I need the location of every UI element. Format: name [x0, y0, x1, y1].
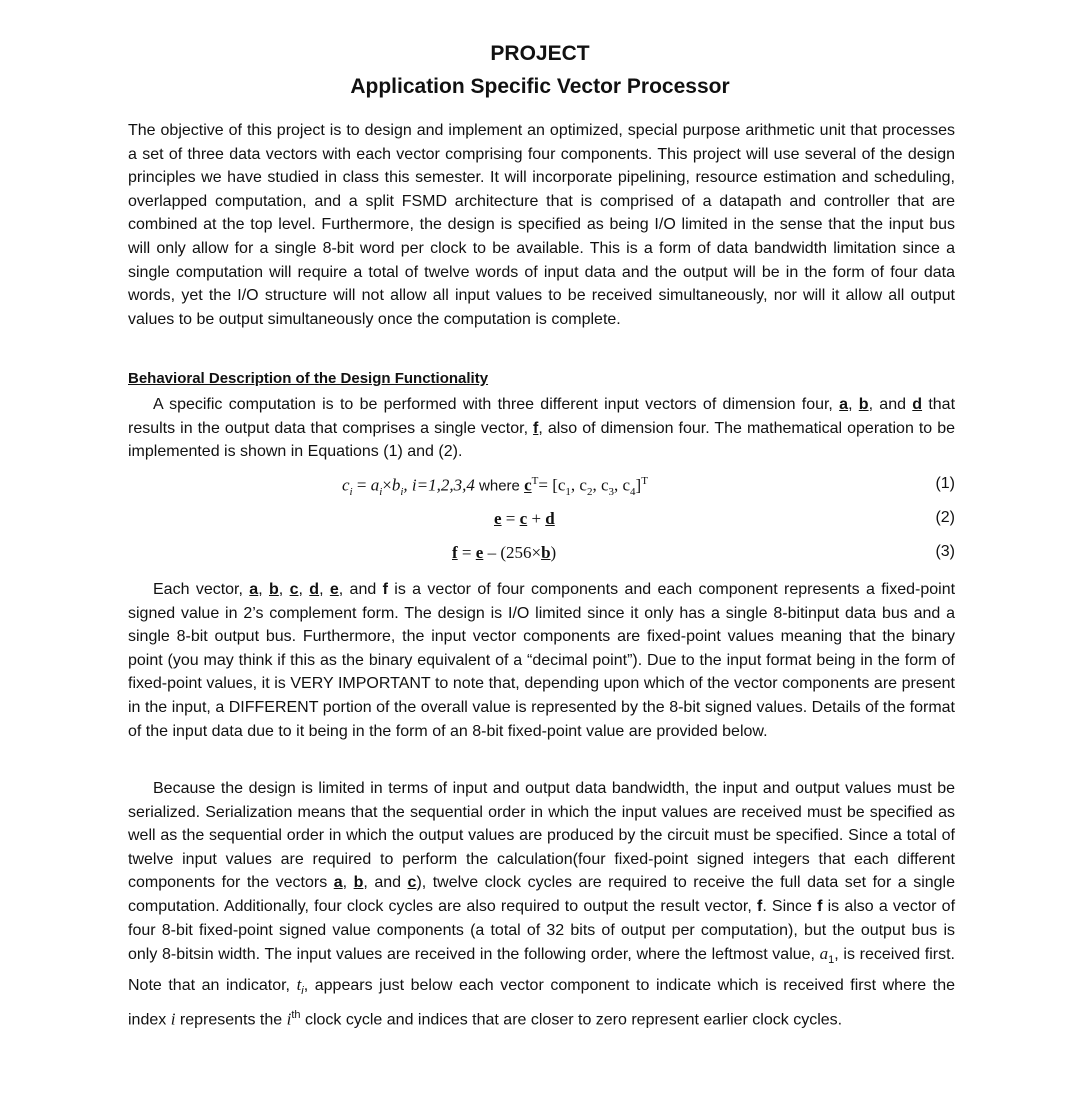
subscript: 1 — [828, 954, 835, 967]
equation-1-number: (1) — [935, 475, 955, 492]
symbol-i: i — [170, 1009, 176, 1029]
eq-symbol: = — [457, 543, 476, 562]
vector-d: d — [309, 581, 320, 598]
eq-symbol: i — [400, 486, 404, 499]
vector-b: b — [858, 396, 869, 413]
equation-2-body — [494, 509, 555, 529]
vector-f: f — [817, 897, 823, 915]
paragraph-text: represents the — [175, 1011, 287, 1029]
eq-vector-c: c — [519, 509, 528, 528]
eq-symbol: T — [641, 475, 648, 487]
equation-2-number: (2) — [935, 509, 955, 526]
eq-symbol: × — [382, 475, 392, 495]
paragraph-text: clock cycle and indices that are closer to zero represent earlier clock cycles. — [300, 1011, 843, 1029]
vector-a: a — [839, 396, 849, 413]
equation-1 — [128, 475, 955, 499]
paragraph-text: , is received first. Note that an indicator, — [128, 946, 956, 994]
eq-symbol: 2 — [586, 486, 593, 499]
eq-symbol: , c — [614, 475, 631, 495]
eq-symbol: b — [391, 475, 401, 495]
vector-b: b — [269, 581, 279, 598]
vector-c: c — [407, 874, 417, 892]
document-title: PROJECT — [490, 42, 590, 65]
vector-format-paragraph — [128, 578, 955, 743]
intro-paragraph: The objective of this project is to design and implement an optimized, special purpose arithmetic unit that processes a set of three data vectors with each vector comprising four components. This project will use several of the design principles we have studied in class this semester. It will incorporate pipelining, resource estimation and scheduling, overlapped computation, and a split FSMD architecture that is comprised of a datapath and controller that are combined at the top level. Furthermore, the design is specified as being I/O limited in the sense that the input bus will only allow for a single 8-bit word per clock to be available. This is a form of data bandwidth limitation since a single computation will require a total of twelve words of input data and the output will be in the form of four data words, yet the I/O structure will not allow all input values to be received simultaneously, nor will it allow all output values to be output simultaneously once the computation is complete. — [128, 122, 955, 328]
equation-2 — [128, 509, 955, 533]
vector-f: f — [382, 581, 388, 598]
vector-c: c — [289, 581, 299, 598]
paragraph-text: . Since — [762, 897, 818, 915]
eq-symbol: , c — [592, 475, 609, 495]
eq-vector-e: e — [475, 543, 484, 562]
subscript: i — [301, 985, 304, 998]
eq-vector-b: b — [541, 543, 551, 562]
eq-symbol: ] — [635, 475, 642, 495]
eq-symbol: = [c — [538, 475, 566, 495]
behavior-text: that results in the output data that comprises a single vector, — [128, 396, 956, 437]
eq-symbol: 4 — [630, 486, 636, 499]
eq-symbol: T — [531, 475, 539, 487]
eq-symbol: = — [501, 509, 520, 528]
paragraph-text: , — [278, 581, 290, 598]
eq-symbol: i — [379, 486, 383, 499]
symbol-t: t — [296, 974, 302, 994]
vector-a: a — [333, 874, 343, 892]
paragraph-text: , — [298, 581, 310, 598]
eq-vector-e: e — [494, 509, 502, 528]
equation-1-body — [342, 475, 648, 498]
equation-3-number: (3) — [935, 543, 955, 560]
behavior-text: A specific computation is to be performed with three different input vectors of dimension four, — [153, 396, 840, 413]
symbol-i: i — [286, 1009, 292, 1029]
eq-where: where — [474, 477, 525, 495]
eq-symbol: i — [349, 486, 353, 499]
vector-f: f — [756, 897, 763, 915]
eq-vector-f: f — [452, 543, 458, 562]
paragraph-text: , — [342, 874, 354, 892]
eq-symbol: a — [370, 475, 380, 495]
equation-3 — [128, 543, 955, 567]
section-heading: Behavioral Description of the Design Functionality — [128, 370, 489, 387]
eq-symbol: = — [352, 475, 371, 495]
vector-e: e — [329, 581, 339, 598]
paragraph-text: , and — [363, 874, 408, 892]
document-subtitle: Application Specific Vector Processor — [350, 75, 730, 98]
paragraph-text: , — [319, 581, 330, 598]
superscript: th — [291, 1008, 301, 1021]
vector-d: d — [912, 396, 923, 413]
paragraph-text: ), twelve clock cycles are required to receive the full data set for a single computation. Additionally, four clock cycles are also required to output the result vector, — [128, 874, 956, 915]
symbol-a: a — [819, 944, 829, 964]
eq-vector-c: c — [524, 475, 532, 495]
eq-symbol: , c — [570, 475, 587, 495]
paragraph-text: , appears just below each vector component to indicate which is received first where the index — [128, 976, 955, 1029]
vector-a: a — [249, 581, 259, 598]
eq-symbol: c — [342, 475, 350, 495]
paragraph-text: , and — [338, 581, 383, 598]
paragraph-text: Each vector, — [153, 581, 250, 598]
behavior-paragraph — [128, 393, 955, 464]
behavior-text: , — [848, 396, 859, 413]
eq-vector-d: d — [545, 509, 555, 528]
paragraph-text: is a vector of four components and each component represents a fixed-point signed value in 2’s complement form. The design is I/O limited since it only has a single 8-bitinput data bus and a single 8-bit output bus. Furthermore, the input vector components are fixed-point values meaning that the binary point (you may think if this as the binary equivalent of a “decimal point”). Due to the input format being in the form of fixed-point values, it is VERY IMPORTANT to note that, depending upon which of the vector components are present in the input, a DIFFERENT portion of the overall value is represented by the 8-bit signed values. Details of the format of the input data due to it being in the form of an 8-bit fixed-point value are provided below. — [128, 581, 956, 740]
eq-symbol: , i=1,2,3,4 — [403, 475, 475, 495]
eq-symbol: + — [527, 509, 546, 528]
paragraph-text: is also a vector of four 8-bit fixed-point signed value components (a total of 32 bits of output per computation), but the output bus is only 8-bitsin width. The input values are received in the following order, where the leftmost value, — [128, 897, 956, 964]
behavior-text: , and — [868, 396, 913, 413]
serialization-paragraph — [128, 777, 955, 1032]
behavior-text: , also of dimension four. The mathematical operation to be implemented is shown in Equations (1) and (2). — [128, 419, 956, 461]
eq-symbol: 1 — [565, 486, 571, 499]
eq-symbol: ) — [550, 543, 557, 562]
vector-f: f — [533, 419, 539, 437]
eq-symbol: 3 — [608, 486, 614, 499]
eq-symbol: – (256× — [483, 543, 542, 562]
equation-3-body — [452, 543, 556, 563]
paragraph-text: , — [258, 581, 269, 598]
vector-b: b — [353, 874, 364, 892]
paragraph-text: Because the design is limited in terms of input and output data bandwidth, the input and output values must be serialized. Serialization means that the sequential order in which the input values are received must be specified as well as the sequential order in which the output values are produced by the circuit must be specified. Since a total of twelve input values are required to perform the calculation(four fixed-point signed integers that each different components for the vectors — [128, 780, 955, 892]
